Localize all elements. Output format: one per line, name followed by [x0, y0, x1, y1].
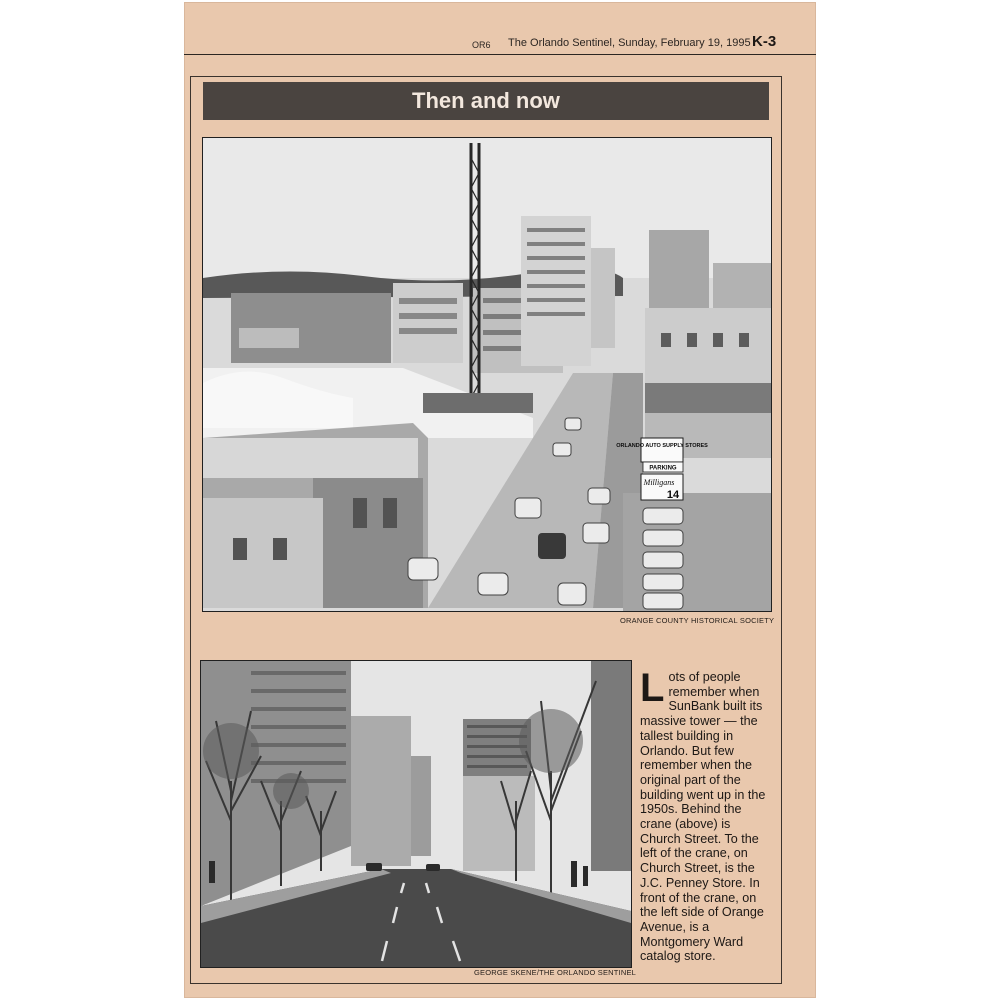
top-photo-credit: ORANGE COUNTY HISTORICAL SOCIETY: [620, 616, 775, 625]
modern-street-photo: [200, 660, 632, 968]
masthead-dateline: The Orlando Sentinel, Sunday, February 19, 1995: [508, 37, 751, 49]
newspaper-page: [184, 2, 816, 998]
feature-title: Then and now: [412, 88, 560, 113]
page-folio: [184, 32, 816, 55]
story-body: ots of people remember when SunBank built its massive tower — the tallest building in Orlando. But few remember when the original part of the building went up in the 1950s. Behind the crane (above) is Church Street. To the left of the crane, on Church Street, is the J.C. Penney Store. In front of the crane, on the left side of Orange Avenue, is a Montgomery Ward catalog store.: [640, 670, 766, 964]
page-number: K-3: [752, 33, 777, 50]
sign-milligans: Milligans: [643, 478, 675, 487]
drop-cap: L: [640, 666, 665, 710]
bottom-photo-credit: GEORGE SKENE/THE ORLANDO SENTINEL: [474, 968, 637, 977]
historic-street-photo: [202, 137, 772, 612]
story-text: [640, 666, 774, 964]
sign-auto-supply: ORLANDO AUTO SUPPLY STORES: [616, 443, 708, 449]
sign-parking: PARKING: [649, 465, 677, 472]
sign-price: 14: [666, 489, 680, 501]
feature-banner: [203, 82, 769, 120]
section-code: OR6: [472, 40, 491, 50]
